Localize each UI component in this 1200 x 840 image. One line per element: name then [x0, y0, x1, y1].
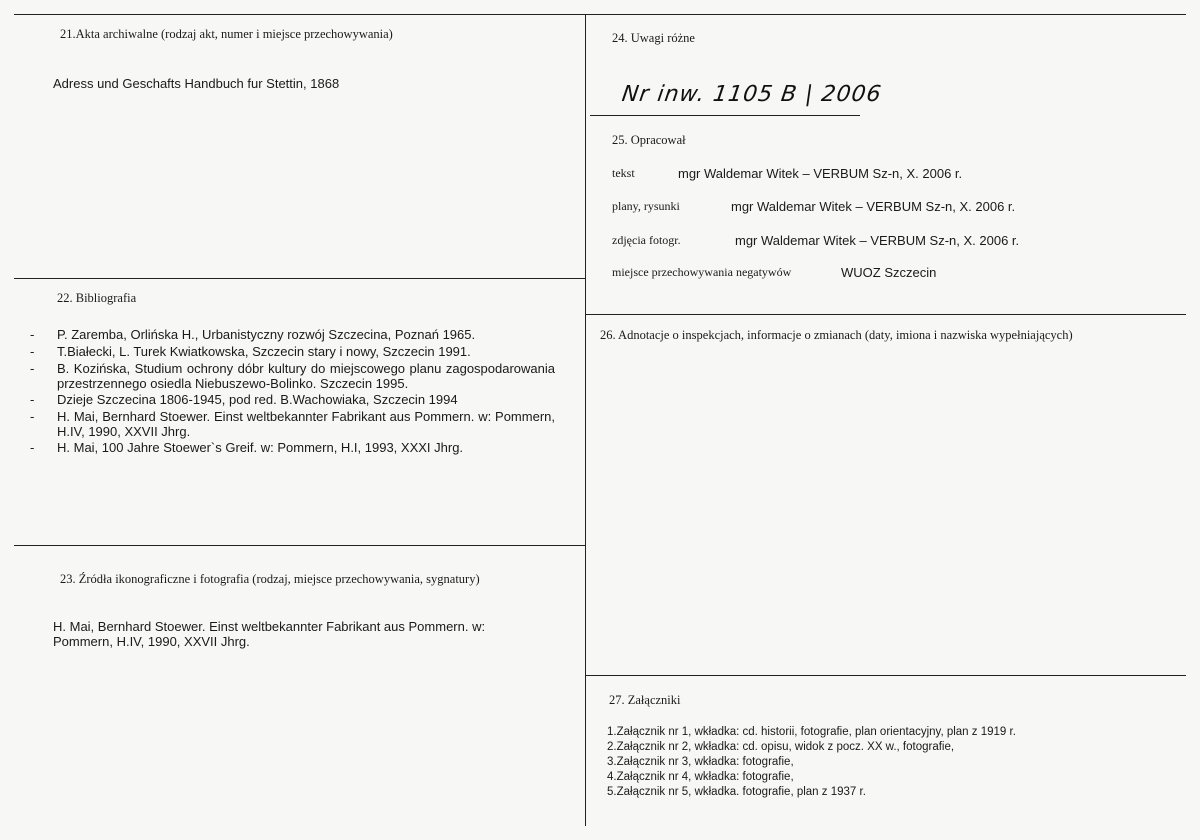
divider-26-27 — [585, 675, 1186, 676]
list-item: 4.Załącznik nr 4, wkładka: fotografie, — [607, 771, 794, 783]
row-label-negatywy: miejsce przechowywania negatywów — [612, 265, 792, 279]
list-item: 3.Załącznik nr 3, wkładka: fotografie, — [607, 756, 794, 768]
list-dash: - — [30, 440, 35, 455]
row-value-tekst: mgr Waldemar Witek – VERBUM Sz-n, X. 2006 r. — [678, 166, 963, 181]
row-label-plany: plany, rysunki — [612, 199, 680, 213]
list-item-text: B. Kozińska, Studium ochrony dóbr kultury do miejscowego planu zagospodarowania przestrzennego osiedla Niebuszewo-Bolinko. Szczecin 1995. — [57, 361, 555, 391]
list-item — [30, 392, 555, 408]
list-item-text: Dzieje Szczecina 1806-1945, pod red. B.Wachowiaka, Szczecin 1994 — [57, 392, 458, 407]
section-23-title: 23. Źródła ikonograficzne i fotografia (rodzaj, miejsce przechowywania, sygnatury) — [60, 572, 480, 586]
divider-25-26 — [585, 314, 1186, 315]
list-item — [30, 361, 555, 391]
list-item — [30, 440, 555, 456]
row-label-tekst: tekst — [612, 166, 635, 180]
list-dash: - — [30, 361, 35, 376]
top-border — [14, 14, 1186, 15]
list-dash: - — [30, 392, 35, 407]
list-dash: - — [30, 344, 35, 359]
section-25-title: 25. Opracował — [612, 133, 686, 147]
section-23-line1: H. Mai, Bernhard Stoewer. Einst weltbekannter Fabrikant aus Pommern. w: — [53, 619, 486, 634]
divider-24-25 — [590, 115, 860, 116]
row-label-zdjecia: zdjęcia fotogr. — [612, 233, 681, 247]
list-item: 2.Załącznik nr 2, wkładka: cd. opisu, widok z pocz. XX w., fotografie, — [607, 741, 955, 753]
list-dash: - — [30, 327, 35, 342]
list-item — [30, 409, 555, 439]
row-value-plany: mgr Waldemar Witek – VERBUM Sz-n, X. 2006 r. — [731, 199, 1016, 214]
divider-22-23 — [14, 545, 585, 546]
list-item: 1.Załącznik nr 1, wkładka: cd. historii, fotografie, plan orientacyjny, plan z 1919 r. — [607, 726, 1016, 738]
section-21-title: 21.Akta archiwalne (rodzaj akt, numer i miejsce przechowywania) — [60, 27, 393, 41]
list-item-text: H. Mai, 100 Jahre Stoewer`s Greif. w: Pommern, H.I, 1993, XXXI Jhrg. — [57, 440, 464, 455]
section-27-title: 27. Załączniki — [609, 693, 681, 707]
section-22-title: 22. Bibliografia — [57, 291, 137, 305]
list-item-text: H. Mai, Bernhard Stoewer. Einst weltbekannter Fabrikant aus Pommern. w: Pommern, H.IV, 1990, XXVII Jhrg. — [57, 409, 555, 439]
center-divider — [585, 14, 586, 826]
row-value-zdjecia: mgr Waldemar Witek – VERBUM Sz-n, X. 2006 r. — [735, 233, 1020, 248]
section-23-line2: Pommern, H.IV, 1990, XXVII Jhrg. — [53, 634, 250, 649]
section-26-title: 26. Adnotacje o inspekcjach, informacje o zmianach (daty, imiona i nazwiska wypełniających) — [600, 328, 1073, 342]
handwritten-inventory-number: Nr inw. 1105 B | 2006 — [620, 82, 884, 107]
list-item-text: T.Białecki, L. Turek Kwiatkowska, Szczecin stary i nowy, Szczecin 1991. — [57, 344, 471, 359]
bibliography-list — [30, 327, 555, 457]
section-21-content: Adress und Geschafts Handbuch fur Stettin, 1868 — [53, 76, 340, 91]
attachments-list — [607, 725, 1016, 800]
list-item — [30, 327, 555, 343]
list-dash: - — [30, 409, 35, 424]
list-item: 5.Załącznik nr 5, wkładka. fotografie, plan z 1937 r. — [607, 786, 866, 798]
list-item — [30, 344, 555, 360]
list-item-text: P. Zaremba, Orlińska H., Urbanistyczny rozwój Szczecina, Poznań 1965. — [57, 327, 476, 342]
row-value-negatywy: WUOZ Szczecin — [841, 265, 937, 280]
divider-21-22 — [14, 278, 585, 279]
section-24-title: 24. Uwagi różne — [612, 31, 695, 45]
